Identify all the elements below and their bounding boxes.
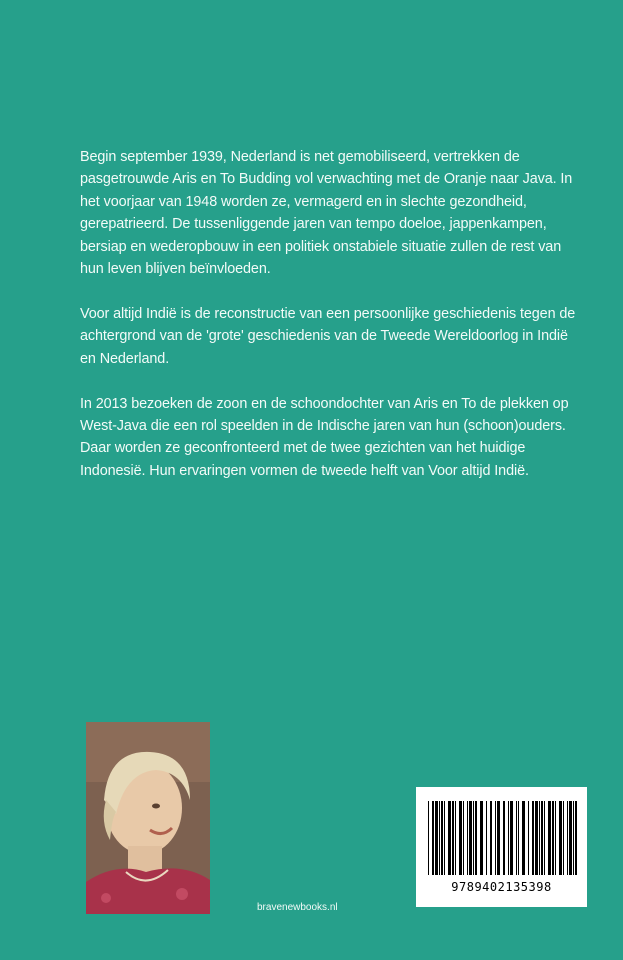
blurb-paragraph-1: Begin september 1939, Nederland is net gemobiliseerd, vertrekken de pasgetrouwde Aris en To Budding vol verwachting met de Oranje naar Java. In het voorjaar van 1948 worden ze, vermagerd en in slechte gezondheid, gerepatrieerd. De tussenliggende jaren van tempo doeloe, jappenkampen, bersiap en wederopbouw in een politiek onstabiele situatie zullen de rest van hun leven blijven beïnvloeden. — [80, 149, 573, 278]
barcode-bars — [416, 787, 587, 879]
publisher-website: bravenewbooks.nl — [257, 902, 338, 913]
blurb-paragraph-2: Voor altijd Indië is de reconstructie van een persoonlijke geschiedenis tegen de achtergrond van de 'grote' geschiedenis van de Tweede Wereldoorlog in Indië en Nederland. — [80, 305, 576, 367]
back-cover-blurb — [80, 146, 580, 505]
blurb-paragraph-3: In 2013 bezoeken de zoon en de schoondochter van Aris en To de plekken op West-Java die een rol speelden in de Indische jaren van hun (schoon)ouders. Daar worden ze geconfronteerd met de twee gezichten van het huidige Indonesië. Hun ervaringen vormen de tweede helft van Voor altijd Indië. — [80, 395, 569, 479]
isbn-number: 9789402135398 — [451, 880, 552, 894]
author-photo — [86, 722, 210, 914]
isbn-barcode — [416, 787, 587, 907]
